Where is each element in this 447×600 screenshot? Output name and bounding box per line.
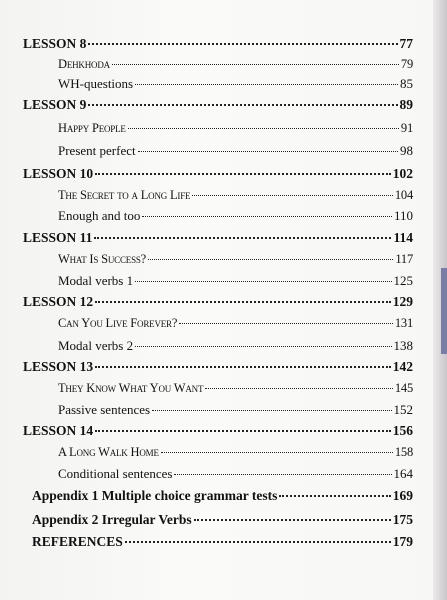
toc-references-entry[interactable] [32, 532, 413, 552]
toc-lesson-heading[interactable] [23, 164, 413, 184]
toc-page-number: 175 [392, 512, 413, 527]
toc-page-number: 85 [400, 76, 413, 91]
toc-page-number: 156 [392, 423, 413, 438]
dot-leader [135, 281, 391, 282]
dot-leader [125, 541, 391, 543]
dot-leader [112, 64, 399, 65]
toc-entry-title: Appendix 1 Multiple choice grammar tests [32, 488, 278, 503]
toc-lesson-heading[interactable] [23, 34, 413, 54]
dot-leader [95, 430, 391, 432]
toc-entry-title: Modal verbs 1 [58, 273, 134, 288]
toc-entry-title: REFERENCES [32, 534, 123, 549]
dot-leader [161, 452, 393, 453]
toc-grammar-entry[interactable] [58, 206, 413, 226]
toc-entry-title: Passive sentences [58, 402, 151, 417]
toc-entry-title: Appendix 2 Irregular Verbs [32, 512, 192, 527]
toc-page-number: 89 [399, 97, 413, 112]
toc-reading-entry[interactable] [58, 249, 413, 269]
dot-leader [279, 495, 390, 497]
toc-appendix-entry[interactable] [32, 486, 413, 506]
toc-reading-entry[interactable] [58, 442, 413, 462]
toc-entry-title: Can You Live Forever? [58, 316, 178, 330]
toc-page-number: 117 [395, 252, 413, 266]
toc-lesson-heading[interactable] [23, 95, 413, 115]
toc-page-number: 179 [392, 534, 413, 549]
dot-leader [94, 237, 391, 239]
toc-entry-title: The Secret to a Long Life [58, 188, 191, 202]
toc-entry-title: LESSON 13 [23, 359, 94, 374]
toc-page-number: 152 [393, 402, 413, 417]
toc-page-number: 91 [400, 121, 413, 135]
dot-leader [194, 519, 391, 521]
toc-page-number: 102 [392, 166, 413, 181]
toc-entry-title: Dehkhoda [58, 57, 110, 71]
toc-lesson-heading[interactable] [23, 228, 413, 248]
toc-entry-title: What Is Success? [58, 252, 147, 266]
toc-page-number: 129 [392, 294, 413, 309]
toc-grammar-entry[interactable] [58, 271, 413, 291]
toc-entry-title: LESSON 14 [23, 423, 94, 438]
dot-leader [88, 43, 397, 45]
toc-entry-title: They Know What You Want [58, 381, 204, 395]
dot-leader [95, 366, 391, 368]
toc-grammar-entry[interactable] [58, 336, 413, 356]
toc-entry-title: A Long Walk Home [58, 445, 159, 459]
dot-leader [205, 388, 393, 389]
toc-reading-entry[interactable] [58, 118, 413, 138]
toc-grammar-entry[interactable] [58, 74, 413, 94]
toc-reading-entry[interactable] [58, 313, 413, 333]
dot-leader [148, 259, 393, 260]
toc-page-number: 98 [400, 143, 413, 158]
toc-entry-title: WH-questions [58, 76, 134, 91]
toc-reading-entry[interactable] [58, 54, 413, 74]
toc-page-number: 158 [394, 445, 413, 459]
dot-leader [138, 151, 398, 152]
dot-leader [88, 104, 397, 106]
toc-grammar-entry[interactable] [58, 464, 413, 484]
toc-entry-title: LESSON 12 [23, 294, 94, 309]
toc-lesson-heading[interactable] [23, 357, 413, 377]
toc-page-number: 131 [394, 316, 413, 330]
toc-page-number: 110 [393, 208, 413, 223]
toc-page-number: 79 [400, 57, 413, 71]
dot-leader [174, 474, 391, 475]
dot-leader [192, 195, 393, 196]
toc-entry-title: Conditional sentences [58, 466, 173, 481]
toc-page-number: 169 [392, 488, 413, 503]
toc-page-number: 77 [399, 36, 413, 51]
toc-appendix-entry[interactable] [32, 510, 413, 530]
toc-entry-title: Enough and too [58, 208, 141, 223]
toc-entry-title: Modal verbs 2 [58, 338, 134, 353]
toc-reading-entry[interactable] [58, 378, 413, 398]
toc-entry-title: Happy People [58, 121, 126, 135]
toc-entry-title: LESSON 10 [23, 166, 94, 181]
toc-page-number: 142 [392, 359, 413, 374]
toc-entry-title: LESSON 11 [23, 230, 93, 245]
toc-reading-entry[interactable] [58, 185, 413, 205]
toc-page-number: 104 [394, 188, 413, 202]
dot-leader [142, 216, 392, 217]
dot-leader [128, 128, 399, 129]
toc-page-number: 164 [393, 466, 413, 481]
toc-page-number: 138 [393, 338, 413, 353]
toc-lesson-heading[interactable] [23, 292, 413, 312]
dot-leader [152, 410, 391, 411]
toc-lesson-heading[interactable] [23, 421, 413, 441]
dot-leader [95, 173, 391, 175]
toc-grammar-entry[interactable] [58, 141, 413, 161]
toc-page-number: 125 [393, 273, 413, 288]
dot-leader [95, 301, 391, 303]
toc-entry-title: Present perfect [58, 143, 136, 158]
dot-leader [179, 323, 393, 324]
toc-grammar-entry[interactable] [58, 400, 413, 420]
toc-page-number: 145 [394, 381, 413, 395]
toc-page-number: 114 [393, 230, 413, 245]
dot-leader [135, 346, 391, 347]
toc-entry-title: LESSON 8 [23, 36, 87, 51]
toc-entry-title: LESSON 9 [23, 97, 87, 112]
dot-leader [135, 84, 398, 85]
